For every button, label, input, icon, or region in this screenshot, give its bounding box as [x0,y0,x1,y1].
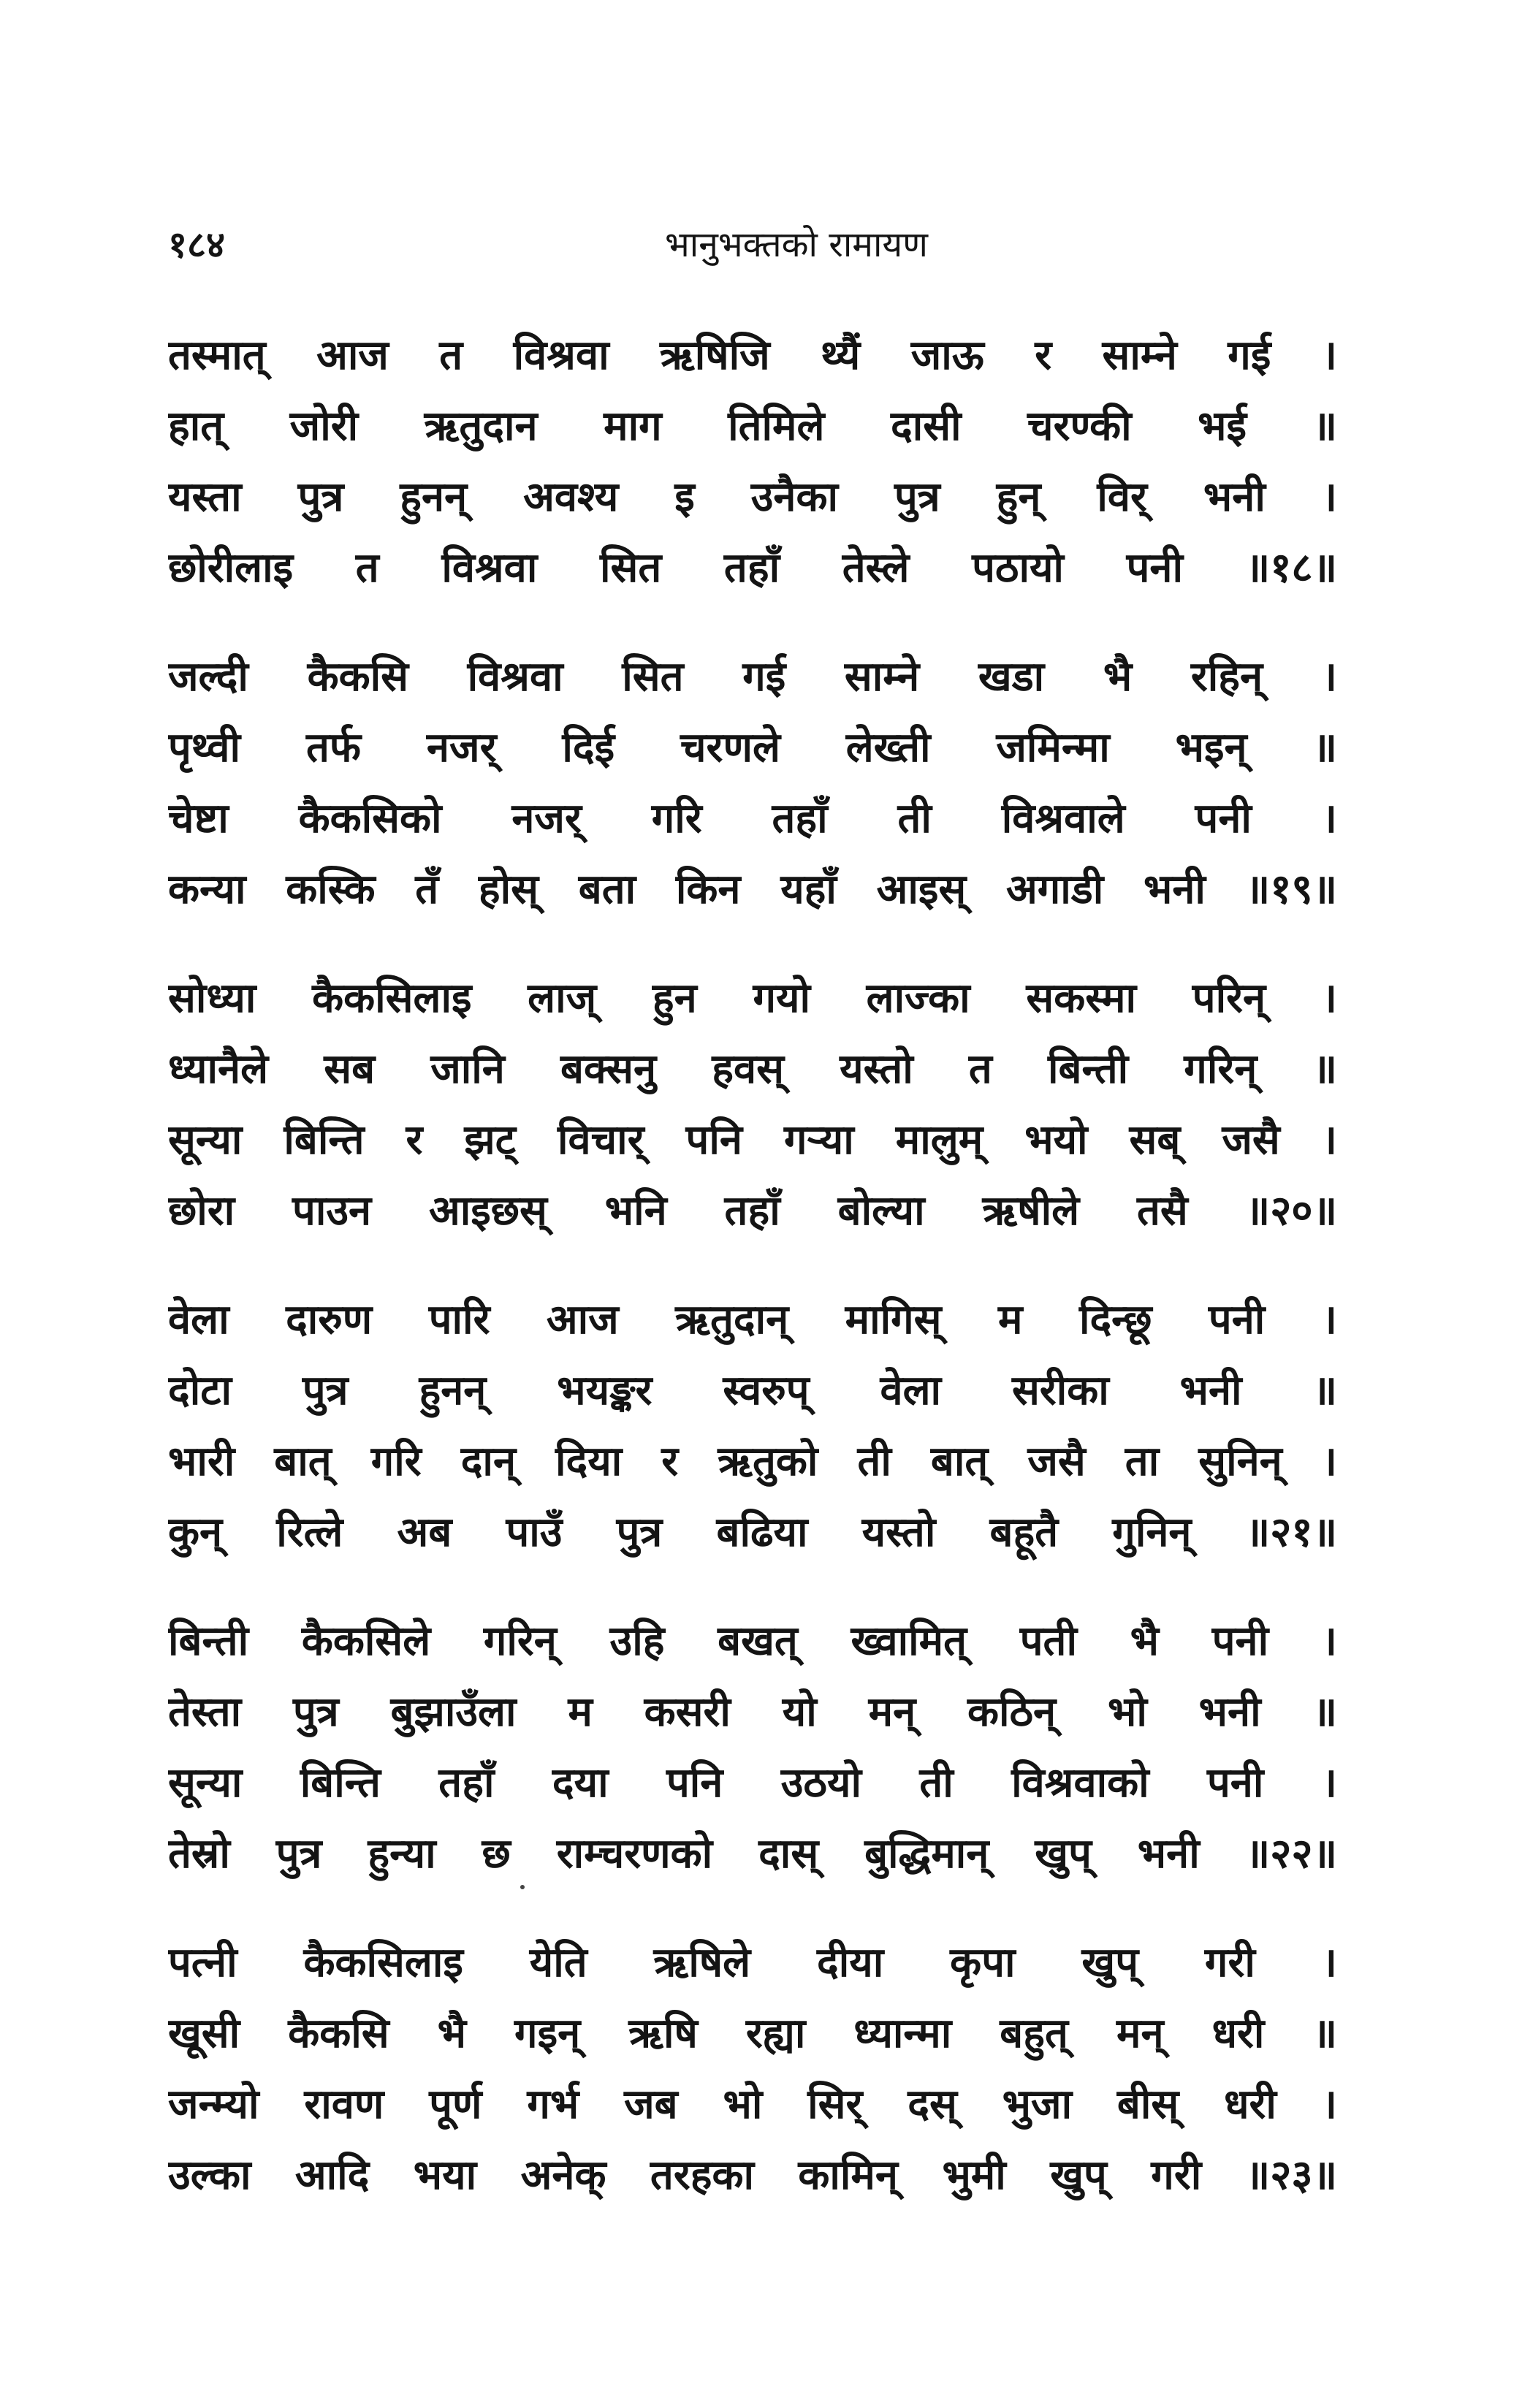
page-number: १८४ [168,224,225,266]
verse-line: वेला दारुण पारि आज ऋतुदान् मागिस् म दिन्छू पनी । [168,1296,1337,1344]
verse-stanza-19 [168,641,1337,925]
verse-line: पत्नी कैकसिलाइ येति ऋषिले दीया कृपा खुप् गरी । [168,1939,1337,1986]
running-title: भानुभक्तको रामायण [665,224,928,265]
verse-line: छोरीलाइ त विश्रवा सित तहाँ तेस्ले पठायो पनी ॥१८॥ [168,544,1337,592]
verse-line: सून्या बिन्ति तहाँ दया पनि उठयो ती विश्रवाको पनी । [168,1759,1337,1807]
verse-line: कन्या कस्कि तँ होस् बता किन यहाँ आइस् अगाडी भनी ॥१९॥ [168,866,1337,913]
verse-stanza-22 [168,1606,1337,1889]
verse-line: जल्दी कैकसि विश्रवा सित गई साम्ने खडा भै रहिन् । [168,653,1337,701]
verse-line: हात् जोरी ऋतुदान माग तिमिले दासी चरण्की भई ॥ [168,403,1337,450]
verse-stanza-18 [168,320,1337,603]
verse-line: सोध्या कैकसिलाइ लाज् हुन गयो लाज्का सकस्मा परिन् । [168,975,1337,1022]
verse-line: खूसी कैकसि भै गइन् ऋषि रह्या ध्यान्मा बहुत् मन् धरी ॥ [168,2010,1337,2057]
page-header [168,212,1337,278]
verse-stanza-23 [168,1927,1337,2211]
verse-line: बिन्ती कैकसिले गरिन् उहि बखत् ख्वामित् पती भै पनी । [168,1618,1337,1665]
verse-line: तस्मात् आज त विश्रवा ऋषिजि थ्यैं जाऊ र साम्ने गई । [168,332,1337,379]
verse-line: यस्ता पुत्र हुनन् अवश्य इ उनैका पुत्र हुन् विर् भनी । [168,473,1337,521]
verse-line: उल्का आदि भया अनेक् तरहका कामिन् भुमी खुप् गरी ॥२३॥ [168,2152,1337,2199]
verse-line: चेष्टा कैकसिको नजर् गरि तहाँ ती विश्रवाले पनी । [168,795,1337,842]
verse-line: सून्या बिन्ति र झट् विचार् पनि गऱ्या मालुम् भयो सब् जसै । [168,1116,1337,1164]
verse-line: तेस्ता पुत्र बुझाउँला म कसरी यो मन् कठिन् भो भनी ॥ [168,1688,1337,1736]
verse-line: दोटा पुत्र हुनन् भयङ्कर स्वरुप् वेला सरीका भनी ॥ [168,1367,1337,1414]
verse-line: पृथ्वी तर्फ नजर् दिई चरणले लेख्ती जमिन्मा भइन् ॥ [168,724,1337,771]
verse-line: भारी बात् गरि दान् दिया र ऋतुको ती बात् जसै ता सुनिन् । [168,1438,1337,1485]
stray-print-mark [520,1885,525,1889]
verse-line: जन्म्यो रावण पूर्ण गर्भ जब भो सिर् दस् भुजा बीस् धरी । [168,2081,1337,2128]
verse-line: छोरा पाउन आइछस् भनि तहाँ बोल्या ऋषीले तसै ॥२०॥ [168,1187,1337,1235]
verse-line: कुन् रित्ले अब पाउँ पुत्र बढिया यस्तो बहूतै गुनिन् ॥२१॥ [168,1509,1337,1556]
verse-stanza-21 [168,1284,1337,1568]
verse-line: ध्यानैले सब जानि बक्सनु हवस् यस्तो त बिन्ती गरिन् ॥ [168,1045,1337,1093]
verse-line: तेस्रो पुत्र हुन्या छ राम्चरणको दास् बुद्धिमान् खुप् भनी ॥२२॥ [168,1830,1337,1878]
verse-stanza-20 [168,963,1337,1246]
